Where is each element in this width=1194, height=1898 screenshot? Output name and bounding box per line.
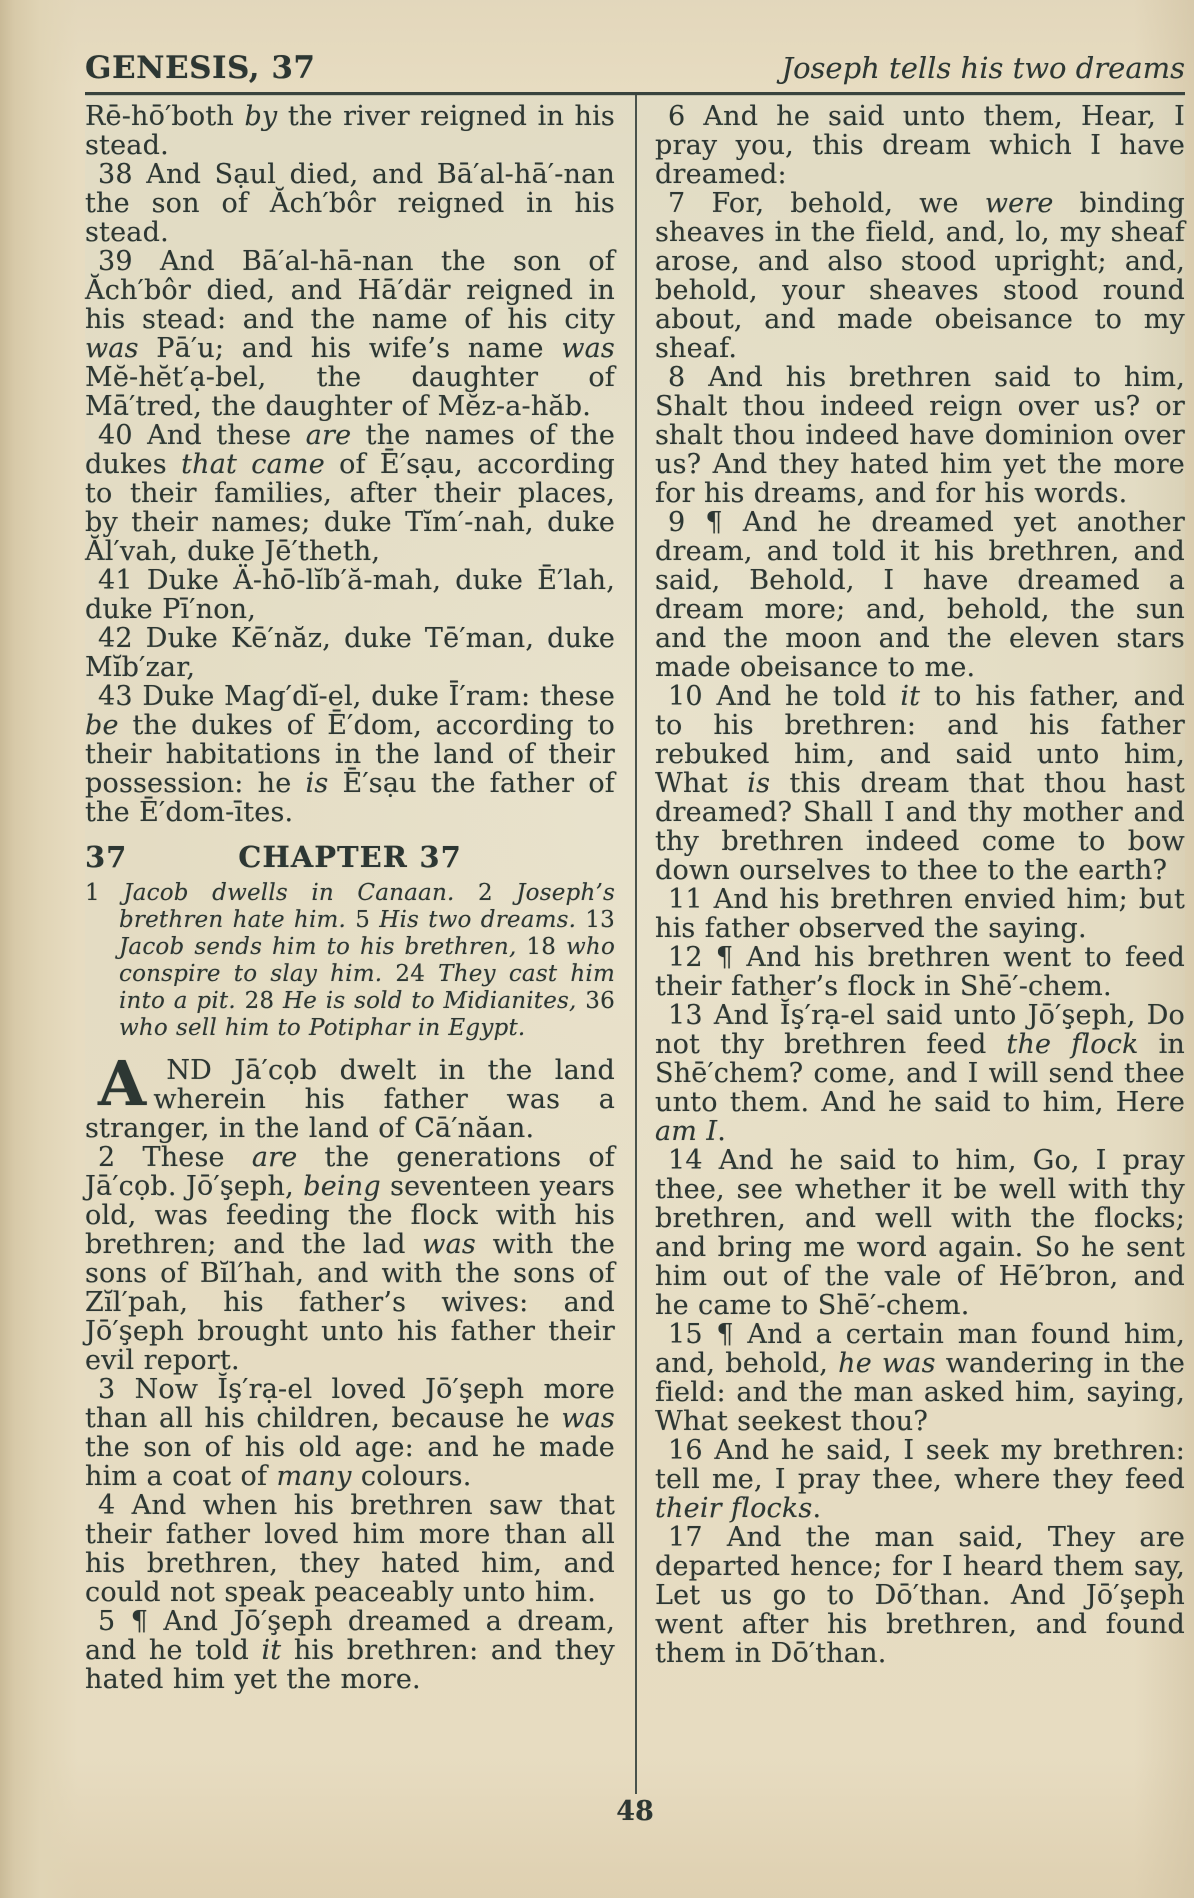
verse-37-14: 14 And he said to him, Go, I pray thee, see whether it be well with thy brethren, and well with the flocks; and bring me word again. So he sent him out of the vale of Hē′bron, and he came to Shē′-chem. (655, 1145, 1185, 1321)
verse-37-11: 11 And his brethren envied him; but his father observed the saying. (655, 884, 1185, 944)
verse-37-4: 4 And when his brethren saw that their father loved him more than all his brethren, they hated him, and could not speak peaceably unto him. (85, 1490, 615, 1608)
verse-37-1 (85, 1047, 615, 1144)
running-header (85, 0, 1185, 86)
chapter-summary: 1 Jacob dwells in Canaan. 2 Joseph’s brethren hate him. 5 His two dreams. 13 Jacob sends him to his brethren, 18 who conspire to slay him. 24 They cast him into a pit. 28 He is sold to Midianites, 36 who sell him to Potiphar in Egypt. (85, 880, 615, 1041)
column-divider-rule (615, 102, 655, 1794)
chapter-margin-number: 37 (85, 840, 128, 874)
verse-37-8: 8 And his brethren said to him, Shalt thou indeed reign over us? or shalt thou indeed have dominion over us? And they hated him yet the more for his dreams, and for his words. (655, 362, 1185, 509)
verse-37-15: 15 ¶ And a certain man found him, and, behold, he was wandering in the field: and the man asked him, saying, What seekest thou? (655, 1319, 1185, 1437)
verse-37-7: 7 For, behold, we were binding sheaves in the field, and, lo, my sheaf arose, and also stood upright; and, behold, your sheaves stood round about, and made obeisance to my sheaf. (655, 188, 1185, 364)
verse-37-2: 2 These are the generations of Jā′cọb. Jō′şeph, being seventeen years old, was feeding the flock with his brethren; and the lad was with the sons of Bĭl′hah, and with the sons of Zĭl′pah, his father’s wives: and Jō′şeph brought unto his father their evil report. (85, 1142, 616, 1376)
page-content (85, 0, 1185, 1827)
page-number: 48 (616, 1796, 654, 1827)
book-chapter-heading: GENESIS, 37 (85, 50, 316, 86)
verse-37-17: 17 And the man said, They are departed hence; for I heard them say, Let us go to Dō′than. And Jō′şeph went after his brethren, and found them in Dō′than. (655, 1522, 1185, 1669)
running-head-title: Joseph tells his two dreams (781, 51, 1185, 85)
right-column (655, 102, 1185, 1794)
chapter-heading (85, 840, 615, 874)
verse-37-13: 13 And Ĭş′rạ-el said unto Jō′şeph, Do not thy brethren feed the flock in Shē′chem? come, and I will send thee unto them. And he said to him, Here am I. (655, 1000, 1185, 1147)
verse-37-16: 16 And he said, I seek my brethren: tell me, I pray thee, where they feed their flocks. (655, 1435, 1185, 1524)
verse-37-3: 3 Now Ĭş′rạ-el loved Jō′şeph more than all his children, because he was the son of his old age: and he made him a coat of many colours. (85, 1374, 615, 1492)
chapter-title: CHAPTER 37 (238, 840, 462, 874)
verse-37-6: 6 And he said unto them, Hear, I pray you, this dream which I have dreamed: (655, 101, 1185, 190)
verse-37-10: 10 And he told it to his father, and to his brethren: and his father rebuked him, and said unto him, What is this dream that thou hast dreamed? Shall I and thy mother and thy brethren indeed come to bow down ourselves to thee to the earth? (655, 681, 1186, 886)
verse-36-43: 43 Duke Mag′dĭ-el, duke Ī′ram: these be the dukes of Ē′dom, according to their habitations in the land of their possession: he is Ē′sạu the father of the Ē′dom-ītes. (85, 681, 615, 828)
verse-36-41: 41 Duke Ä-hō-lĭb′ă-mah, duke Ē′lah, duke Pī′non, (85, 565, 615, 625)
verse-36-40: 40 And these are the names of the dukes that came of Ē′sạu, according to their families, after their places, by their names; duke Tĭm′-nah, duke Ăl′vah, duke Jē′theth, (85, 420, 615, 567)
left-column (85, 102, 615, 1794)
verse-36-42: 42 Duke Kē′năz, duke Tē′man, duke Mĭb′zar, (85, 623, 615, 683)
text-columns (85, 95, 1185, 1794)
verse-36-37-continuation: Rē-hō′both by the river reigned in his stead. (85, 101, 615, 161)
verse-37-5: 5 ¶ And Jō′şeph dreamed a dream, and he told it his brethren: and they hated him yet the more. (85, 1606, 615, 1695)
verse-36-39: 39 And Bā′al-hā-nan the son of Ăch′bôr died, and Hā′där reigned in his stead: and the name of his city was Pā′u; and his wife’s name was Mĕ-hĕt′ạ-bel, the daughter of Mā′tred, the daughter of Mĕz-a-hăb. (85, 246, 615, 422)
verse-36-38: 38 And Sạul died, and Bā′al-hā′-nan the son of Ăch′bôr reigned in his stead. (85, 159, 615, 248)
drop-cap-initial: A (98, 1047, 147, 1120)
verse-37-9: 9 ¶ And he dreamed yet another dream, and told it his brethren, and said, Behold, I have dreamed a dream more; and, behold, the sun and the moon and the eleven stars made obeisance to me. (655, 507, 1185, 683)
verse-37-12: 12 ¶ And his brethren went to feed their father’s flock in Shē′-chem. (655, 942, 1185, 1002)
verse-37-1-text: ND Jā′cọb dwelt in the land wherein his father was a stranger, in the land of Cā′năan. (85, 1055, 615, 1144)
